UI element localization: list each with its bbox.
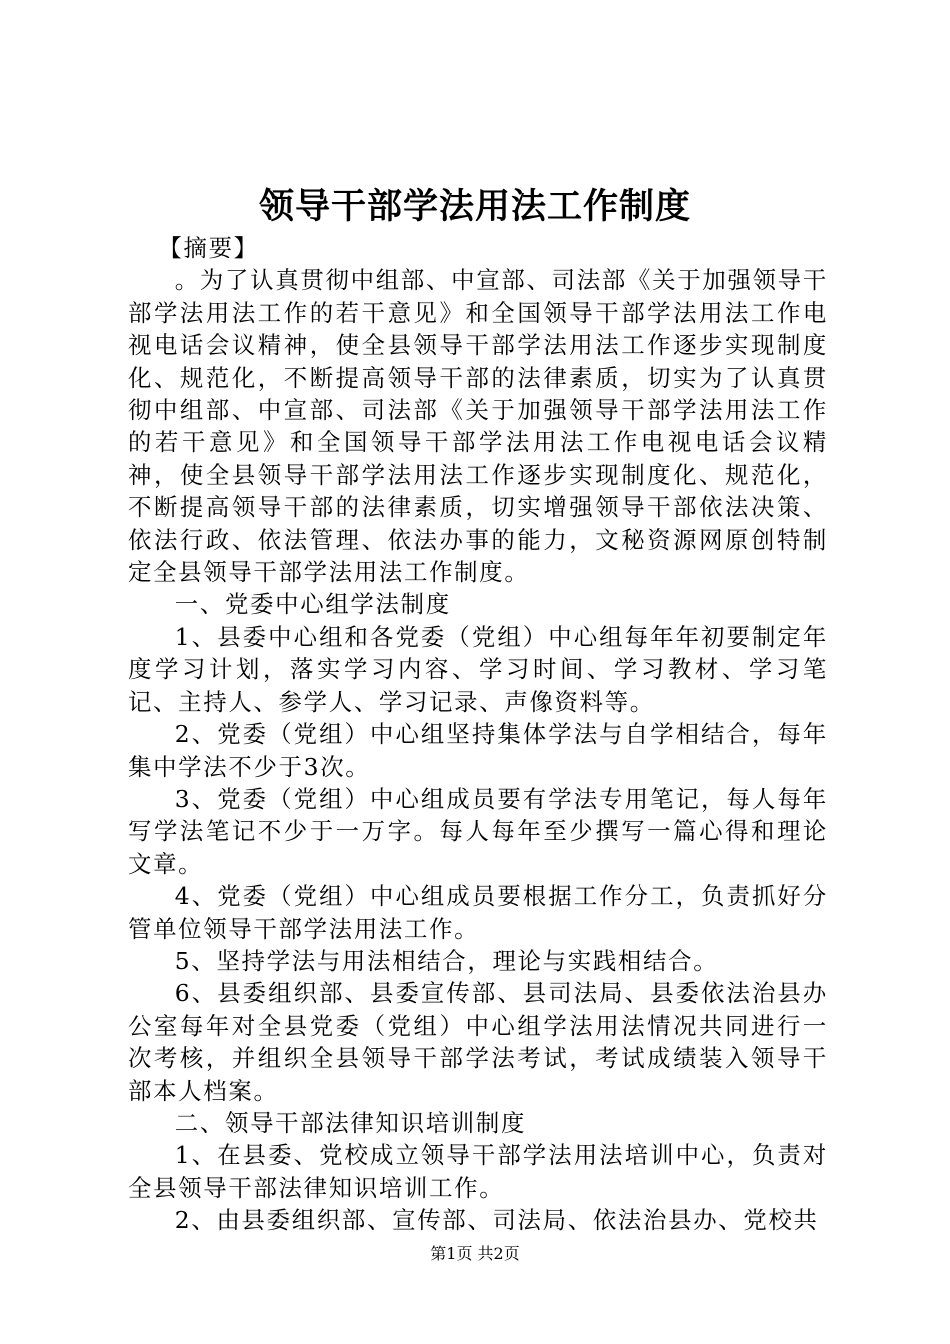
paragraph-1-5: 5、坚持学法与用法相结合，理论与实践相结合。: [174, 946, 719, 975]
paragraph-2-1: 1、在县委、党校成立领导干部学法用法培训中心，负责对全县领导干部法律知识培训工作。: [128, 1141, 828, 1202]
document-body: [128, 232, 828, 1237]
paragraph-1-2: 2、党委（党组）中心组坚持集体学法与自学相结合，每年集中学法不少于3次。: [128, 720, 828, 781]
section-heading-2: 二、领导干部法律知识培训制度: [174, 1108, 527, 1137]
section-heading-1: 一、党委中心组学法制度: [174, 590, 451, 619]
paragraph-1-4: 4、党委（党组）中心组成员要根据工作分工，负责抓好分管单位领导干部学法用法工作。: [128, 882, 828, 943]
paragraph-1-3: 3、党委（党组）中心组成员要有学法专用笔记，每人每年写学法笔记不少于一万字。每人每年至少撰写一篇心得和理论文章。: [128, 784, 828, 878]
document-title: 领导干部学法用法工作制度: [258, 186, 691, 227]
page-number-footer: 第1页 共2页: [430, 1244, 520, 1263]
paragraph-1-1: 1、县委中心组和各党委（党组）中心组每年年初要制定年度学习计划，落实学习内容、学习时间、学习教材、学习笔记、主持人、参学人、学习记录、声像资料等。: [128, 622, 828, 716]
paragraph-intro: 。为了认真贯彻中组部、中宣部、司法部《关于加强领导干部学法用法工作的若干意见》和全国领导干部学法用法工作电视电话会议精神，使全县领导干部学法用法工作逐步实现制度化、规范化，不断提高领导干部的法律素质，切实为了认真贯彻中组部、中宣部、司法部《关于加强领导干部学法用法工作的若干意见》和全国领导干部学法用法工作电视电话会议精神，使全县领导干部学法用法工作逐步实现制度化、规范化，不断提高领导干部的法律素质，切实增强领导干部依法决策、依法行政、依法管理、依法办事的能力，文秘资源网原创特制定全县领导干部学法用法工作制度。: [128, 266, 828, 587]
paragraph-2-2: 2、由县委组织部、宣传部、司法局、依法治县办、党校共: [174, 1206, 819, 1235]
abstract-heading: 【摘要】: [158, 234, 259, 262]
paragraph-1-6: 6、县委组织部、县委宣传部、县司法局、县委依法治县办公室每年对全县党委（党组）中心组学法用法情况共同进行一次考核，并组织全县领导干部学法考试，考试成绩装入领导干部本人档案。: [128, 979, 828, 1105]
